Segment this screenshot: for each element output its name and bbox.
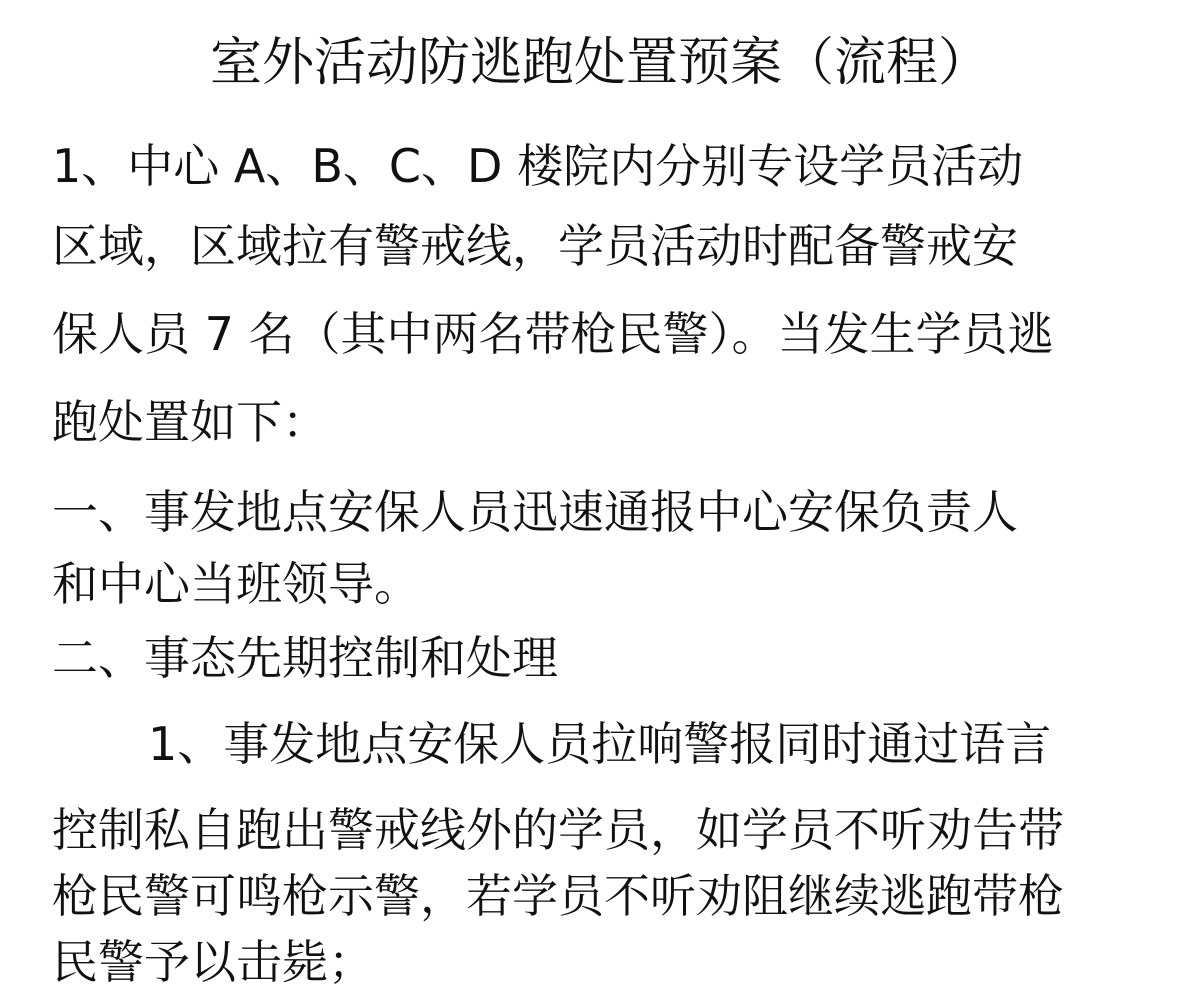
section-2-item-1-line-1: 1、事发地点安保人员拉响警报同时通过语言 [148,717,1052,771]
section-2-item-1-line-4: 民警予以击毙； [52,935,374,989]
section-2-item-1-line-3: 枪民警可鸣枪示警，若学员不听劝阻继续逃跑带枪 [52,869,1064,923]
section-1-line-2: 和中心当班领导。 [52,557,420,611]
paragraph-1-line-2: 区域，区域拉有警戒线，学员活动时配备警戒安 [52,219,1018,273]
paragraph-1-line-4: 跑处置如下： [52,395,328,449]
section-2-item-1-line-2: 控制私自跑出警戒线外的学员，如学员不听劝告带 [52,803,1064,857]
paragraph-1-line-1: 1、中心 A、B、C、D 楼院内分别专设学员活动 [52,139,1024,193]
paragraph-1-line-3: 保人员 7 名（其中两名带枪民警）。当发生学员逃 [52,307,1054,361]
document-title: 室外活动防逃跑处置预案（流程） [209,33,990,93]
section-1-line-1: 一、事发地点安保人员迅速通报中心安保负责人 [52,485,1018,539]
section-2-heading: 二、事态先期控制和处理 [52,631,558,685]
